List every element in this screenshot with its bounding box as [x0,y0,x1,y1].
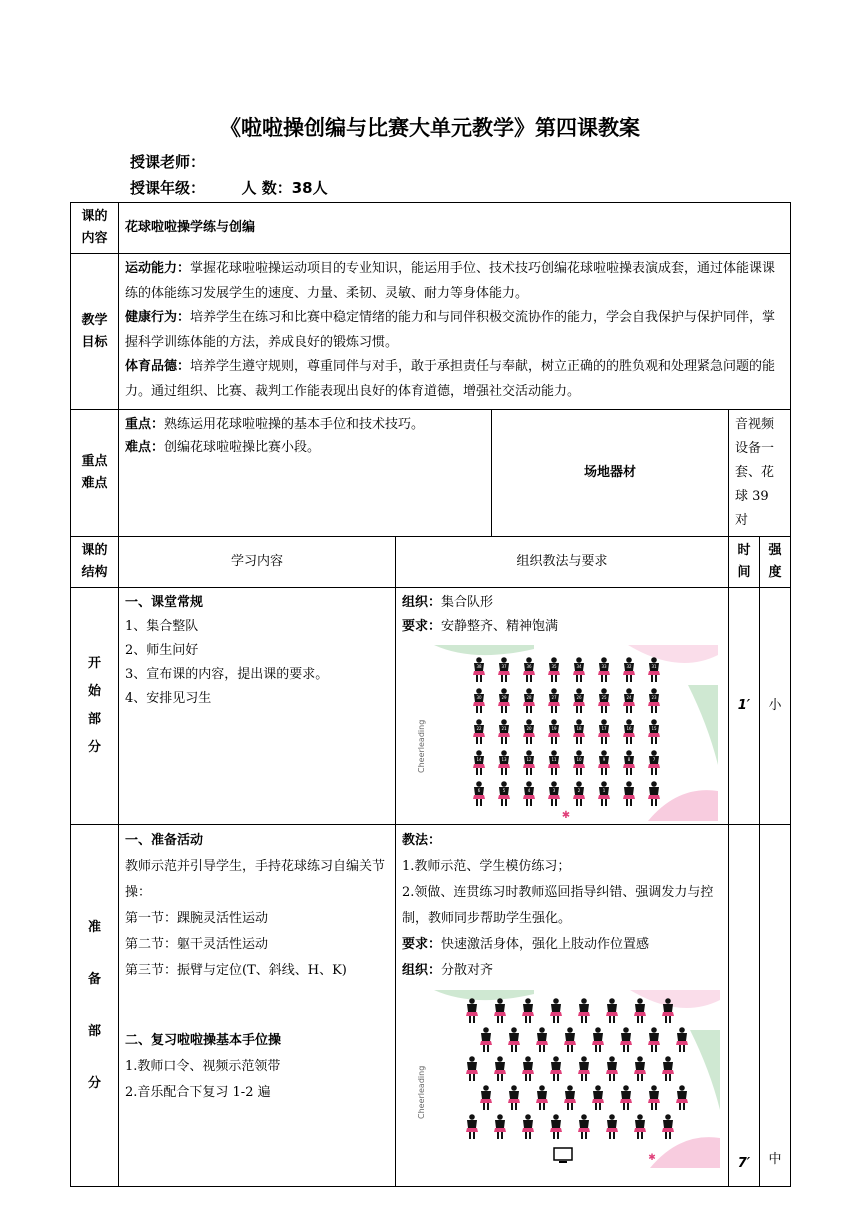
jersey-number: 12 [526,757,532,762]
student-figure [498,719,510,744]
student-figure [473,688,485,713]
col-time-header: 时间 [729,537,760,588]
student-figure [648,719,660,744]
jersey-number: 29 [501,695,507,700]
student-figure [606,1056,618,1081]
student-figure [548,750,560,775]
prep-line: 第一节：踝腕灵活性运动 [125,911,269,926]
start-item: 1、集合整队 [125,619,199,634]
student-figure [550,1056,562,1081]
row-content [71,203,791,254]
jersey-number: 13 [501,757,507,762]
student-figure [623,688,635,713]
student-figure [498,781,510,806]
student-figure [648,688,660,713]
student-figure [498,750,510,775]
prep-org: 组织：分散对齐 [402,963,494,978]
col-method-header: 组织教法与要求 [396,537,729,588]
row-prep [71,825,791,1187]
goal-ethics: 体育品德：培养学生遵守规则，尊重同伴与对手，敢于承担责任与奉献，树立正确的的胜负观和处理紧急问题的能力。通过组织、比赛、裁判工作能表现出良好的体育道德，增强社交活动能力。 [125,359,776,399]
start-intensity: 小 [760,588,791,825]
student-figure [676,1027,688,1052]
student-figure [598,657,610,682]
jersey-number: 36 [526,664,532,669]
student-figure [578,998,590,1023]
prep-method-line: 1.教师示范、学生模仿练习； [402,859,571,874]
student-figure [634,1056,646,1081]
watermark-text: Cheerleading [417,1065,426,1119]
prep-line: 教师示范并引导学生，手持花球练习自编关节操： [125,859,386,900]
student-figure [648,781,660,806]
grade-line [130,177,328,198]
row-start [71,588,791,825]
student-figure [473,750,485,775]
jersey-number: 33 [601,664,607,669]
jersey-number: 28 [526,695,532,700]
prep-intensity: 中 [760,825,791,1187]
student-figure [550,998,562,1023]
prep-method-line: 2.领做、连贯练习时教师巡回指导纠错、强调发力与控制，教师同步帮助学生强化。 [402,885,714,926]
row-key [71,410,791,537]
student-figure [592,1027,604,1052]
row-goals [71,254,791,410]
student-figure [592,1085,604,1110]
start-item: 4、安排见习生 [125,691,212,706]
goals-cell [119,254,791,410]
student-figure [648,750,660,775]
jersey-number: 19 [551,726,557,731]
student-count: 人 数：38人 [241,179,328,197]
start-req: 要求：安静整齐、精神饱满 [402,619,559,634]
prep-line: 第三节：振臂与定位(T、斜线、H、K) [125,963,347,978]
student-figure [648,657,660,682]
student-figure [550,1114,562,1139]
student-figure [523,657,535,682]
goals-label: 教学目标 [71,254,119,410]
start-item: 3、宣布课的内容，提出课的要求。 [125,667,329,682]
student-figure [623,781,635,806]
student-figure [548,657,560,682]
content-value: 花球啦啦操学练与创编 [119,203,791,254]
jersey-number: 9 [602,757,606,762]
lesson-plan-table [70,202,791,1187]
prep-method-head: 教法： [402,833,442,848]
student-figure [466,998,478,1023]
student-figure [648,1085,660,1110]
star-icon: ✱ [648,1153,656,1163]
venue-value: 音视频设备一套、花球 39 对 [729,410,791,537]
content-label: 课的内容 [71,203,119,254]
row-header [71,537,791,588]
student-figure [480,1027,492,1052]
student-figure [564,1027,576,1052]
prep-heading-1: 一、准备活动 [125,833,204,848]
jersey-number: 34 [576,664,582,669]
student-figure [548,688,560,713]
student-figure [623,657,635,682]
jersey-number: 3 [552,788,556,793]
jersey-number: 18 [576,726,582,731]
key-cell [119,410,492,537]
prep-method [396,825,729,1187]
jersey-number: 10 [576,757,582,762]
prep-req: 要求：快速激活身体，强化上肢动作位置感 [402,937,650,952]
prep-line: 2.音乐配合下复习 1-2 遍 [125,1085,271,1100]
student-figure [634,1114,646,1139]
prep-line: 1.教师口令、视频示范领带 [125,1059,281,1074]
jersey-number: 22 [476,726,482,731]
jersey-number: 30 [476,695,482,700]
student-figure [508,1027,520,1052]
student-figure [578,1056,590,1081]
jersey-number: 32 [626,664,632,669]
student-figure [573,657,585,682]
jersey-number: 4 [527,788,531,793]
jersey-number: 27 [551,695,557,700]
student-figure [598,719,610,744]
jersey-number: 25 [601,695,607,700]
watermark-text: Cheerleading [417,719,426,773]
prep-line: 第二节：躯干灵活性运动 [125,937,269,952]
jersey-number: 2 [577,788,581,793]
jersey-number: 26 [576,695,582,700]
section-prep-label: 准 备 部 分 [71,825,119,1187]
student-figure [573,688,585,713]
student-figure [573,750,585,775]
student-figure [523,781,535,806]
jersey-number: 8 [627,757,631,762]
decor-shape [690,1030,720,1110]
student-figure [623,719,635,744]
struct-label: 课的结构 [71,537,119,588]
student-figure [522,1114,534,1139]
star-icon: ✱ [561,810,571,821]
document-title: 《啦啦操创编与比赛大单元教学》第四课教案 [220,116,640,140]
jersey-number: 5 [502,788,506,793]
student-figure [480,1085,492,1110]
decor-shape [434,990,534,1000]
student-figure [494,1056,506,1081]
key-label: 重点难点 [71,410,119,537]
student-figure [523,750,535,775]
col-content-header: 学习内容 [119,537,396,588]
student-figure [466,1056,478,1081]
jersey-number: 14 [476,757,482,762]
start-item: 2、师生问好 [125,643,199,658]
student-figure [620,1085,632,1110]
start-method [396,588,729,825]
student-figure [494,998,506,1023]
student-figure [523,688,535,713]
col-intensity-header: 强度 [760,537,791,588]
jersey-number: 15 [651,726,657,731]
jersey-number: 21 [501,726,507,731]
monitor-icon [554,1148,572,1163]
decor-shape [628,645,718,663]
student-figure [606,998,618,1023]
jersey-number: 23 [651,695,657,700]
jersey-number: 37 [501,664,507,669]
prep-heading-2: 二、复习啦啦操基本手位操 [125,1033,282,1048]
goal-health: 健康行为：培养学生在练习和比赛中稳定情绪的能力和与同伴积极交流协作的能力，学会自我保护与保护同伴，掌握科学训练体能的方法，养成良好的锻炼习惯。 [125,310,776,350]
student-figure [466,1114,478,1139]
student-figure [598,750,610,775]
start-heading: 一、课堂常规 [125,595,204,610]
student-figure [598,781,610,806]
student-figure [498,688,510,713]
prep-time: 7′ [729,825,760,1187]
student-figure [573,781,585,806]
student-figure [473,781,485,806]
jersey-number: 24 [626,695,632,700]
section-start-label: 开 始 部 分 [71,588,119,825]
jersey-number: 6 [477,788,481,793]
venue-label: 场地器材 [492,410,729,537]
student-figure [548,719,560,744]
prep-content [119,825,396,1187]
student-figure [536,1085,548,1110]
jersey-number: 1 [602,788,606,793]
student-figure [662,1114,674,1139]
student-figure [522,1056,534,1081]
jersey-number: 16 [626,726,632,731]
jersey-number: 20 [526,726,532,731]
jersey-number: 35 [551,664,557,669]
start-time: 1′ [729,588,760,825]
student-figure [536,1027,548,1052]
teacher-label: 授课老师： [130,153,206,171]
jersey-number: 11 [551,757,557,762]
student-figure [564,1085,576,1110]
jersey-number: 7 [652,757,656,762]
student-figure [522,998,534,1023]
assembly-formation-image [414,645,718,821]
jersey-number: 17 [601,726,607,731]
student-figure [676,1085,688,1110]
student-figure [498,657,510,682]
student-figure [623,750,635,775]
student-figure [598,688,610,713]
scattered-formation-image [414,990,720,1168]
student-figure [508,1085,520,1110]
key-point: 重点：熟练运用花球啦啦操的基本手位和技术技巧。 [125,417,425,432]
student-figure [548,781,560,806]
grade-label: 授课年级： [130,179,206,197]
student-figure [648,1027,660,1052]
student-figure [523,719,535,744]
student-figure [634,998,646,1023]
student-figure [494,1114,506,1139]
student-figure [606,1114,618,1139]
difficulty-point: 难点：创编花球啦啦操比赛小段。 [125,440,321,455]
student-figure [578,1114,590,1139]
decor-shape [434,645,534,655]
start-org: 组织：集合队形 [402,595,494,610]
jersey-number: 38 [476,664,482,669]
student-figure [473,719,485,744]
goal-motor: 运动能力：掌握花球啦啦操运动项目的专业知识，能运用手位、技术技巧创编花球啦啦操表演成套，通过体能课课练的体能练习发展学生的速度、力量、柔韧、灵敏、耐力等身体能力。 [125,261,776,301]
student-figure [662,1056,674,1081]
start-content [119,588,396,825]
student-figure [473,657,485,682]
decor-shape [650,1137,720,1168]
decor-shape [688,685,718,765]
decor-shape [648,790,718,821]
student-figure [620,1027,632,1052]
jersey-number: 31 [651,664,657,669]
student-figure [573,719,585,744]
